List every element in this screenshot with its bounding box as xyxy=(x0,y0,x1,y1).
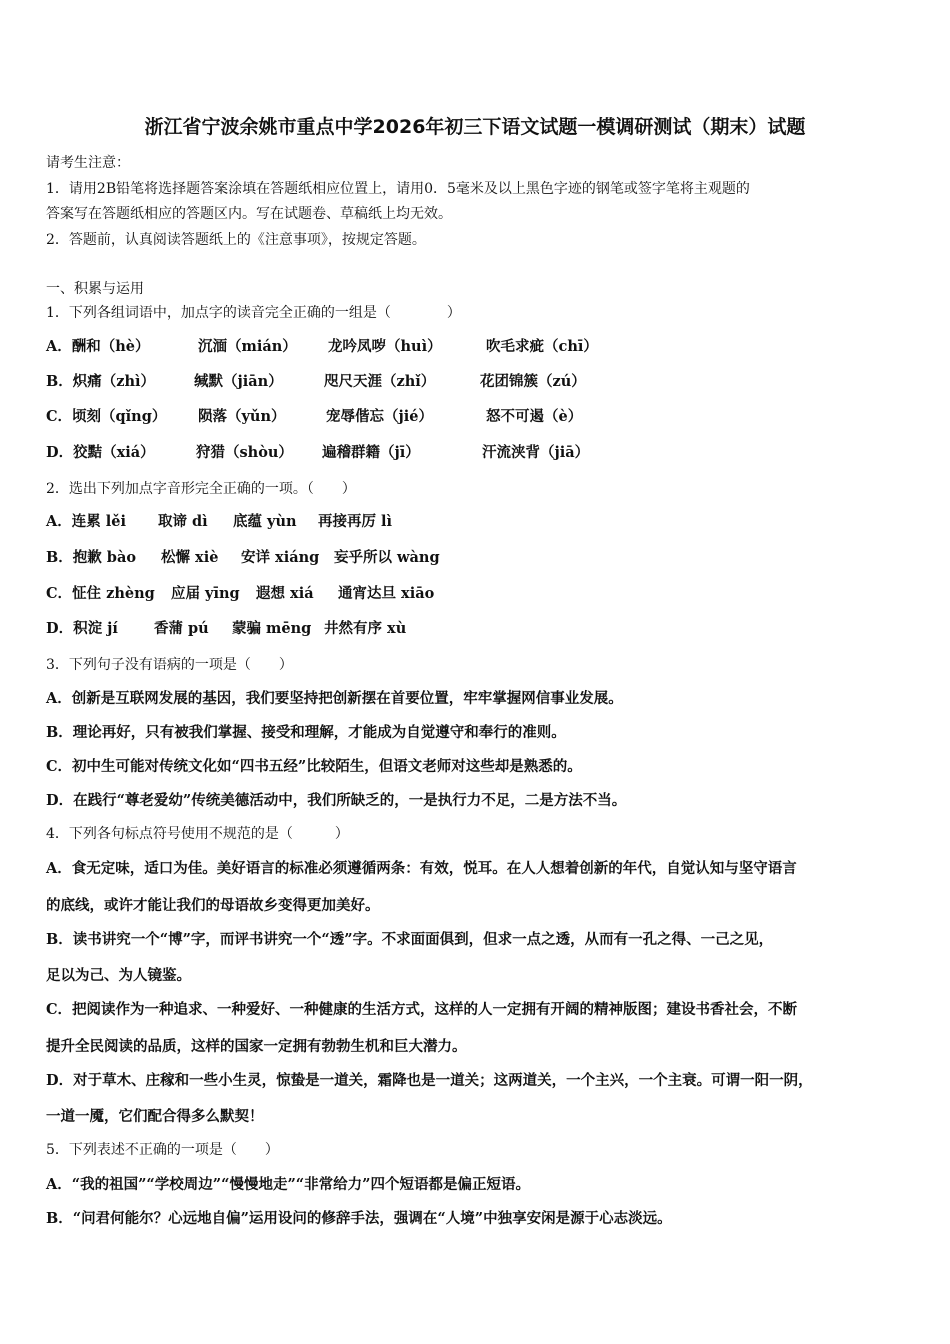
q3-option-a: A．创新是互联网发展的基因，我们要坚持把创新摆在首要位置，牢牢掌握网信事业发展。 xyxy=(46,690,623,707)
section-heading: 一、积累与运用 xyxy=(46,281,144,297)
q2-c-item: 通宵达旦 xiāo xyxy=(338,585,435,602)
q2-b-item: 安详 xiáng xyxy=(241,549,320,566)
q1-option-b xyxy=(46,370,586,391)
q1-option-a xyxy=(46,335,598,356)
q1-a-item: 龙吟凤哕（huì） xyxy=(328,338,442,355)
q1-b-item: 缄默（jiān） xyxy=(194,373,283,390)
q1-c-item: 陨落（yǔn） xyxy=(198,408,286,425)
q2-d-item: 香蒲 pú xyxy=(154,620,209,637)
q4-option-c-line-1: C．把阅读作为一种追求、一种爱好、一种健康的生活方式，这样的人一定拥有开阔的精神版图；建设书香社会，不断 xyxy=(46,1001,798,1018)
q1-c-item: 怒不可遏（è） xyxy=(486,408,583,425)
q2-a-item: 取谛 dì xyxy=(158,513,208,530)
q2-b-item: 妄乎所以 wàng xyxy=(334,549,440,566)
q2-a-item: 底蕴 yùn xyxy=(233,513,297,530)
q5-stem: 5．下列表述不正确的一项是（ ） xyxy=(46,1142,279,1158)
q4-option-d-line-1: D．对于草木、庄稼和一些小生灵，惊蛰是一道关，霜降也是一道关；这两道关，一个主兴，一个主衰。可谓一阳一阴， xyxy=(46,1072,813,1089)
q2-c-item: 应届 yīng xyxy=(171,585,240,602)
q1-c-item: 宠辱偕忘（jié） xyxy=(326,408,433,425)
q1-d-item: 遍稽群籍（jī） xyxy=(322,444,420,461)
q2-c-item: C．怔住 zhèng xyxy=(46,585,155,602)
q1-b-item: B．炽痛（zhì） xyxy=(46,373,156,390)
q2-a-item: A．连累 lěi xyxy=(46,513,127,530)
q3-option-d: D．在践行“尊老爱幼”传统美德活动中，我们所缺乏的，一是执行力不足，二是方法不当。 xyxy=(46,792,627,809)
q2-option-d xyxy=(46,617,406,638)
q3-stem: 3．下列句子没有语病的一项是（ ） xyxy=(46,657,293,673)
q1-option-d xyxy=(46,441,589,462)
q2-a-item: 再接再厉 lì xyxy=(318,513,393,530)
q4-option-b-line-2: 足以为己、为人镜鉴。 xyxy=(46,967,191,984)
notice-item-1-line-2: 答案写在答题纸相应的答题区内。写在试题卷、草稿纸上均无效。 xyxy=(46,206,452,222)
q4-option-d-line-2: 一道一魇，它们配合得多么默契！ xyxy=(46,1108,264,1125)
q4-option-b-line-1: B．读书讲究一个“博”字，而评书讲究一个“透”字。不求面面俱到，但求一点之透，从而有一孔之得、一己之见， xyxy=(46,931,774,948)
q2-option-a xyxy=(46,510,392,531)
q1-b-item: 花团锦簇（zú） xyxy=(480,373,586,390)
q1-c-item: C．顷刻（qǐng） xyxy=(46,408,167,425)
q2-stem: 2．选出下列加点字音形完全正确的一项。（ ） xyxy=(46,481,356,497)
q1-a-item: A．酬和（hè） xyxy=(46,338,150,355)
notice-item-1-line-1: 1．请用2B铅笔将选择题答案涂填在答题纸相应位置上，请用0．5毫米及以上黑色字迹的钢笔或签字笔将主观题的 xyxy=(46,181,750,197)
q2-d-item: 蒙骗 mēng xyxy=(232,620,312,637)
q2-d-item: 井然有序 xù xyxy=(324,620,407,637)
q2-b-item: B．抱歉 bào xyxy=(46,549,137,566)
q5-option-a: A．“我的祖国”“学校周边”“慢慢地走”“非常给力”四个短语都是偏正短语。 xyxy=(46,1176,530,1193)
q1-a-item: 吹毛求疵（chī） xyxy=(486,338,598,355)
q1-stem: 1．下列各组词语中，加点字的读音完全正确的一组是（ ） xyxy=(46,305,461,321)
notice-item-2: 2．答题前，认真阅读答题纸上的《注意事项》，按规定答题。 xyxy=(46,232,426,248)
q1-b-item: 咫尺天涯（zhǐ） xyxy=(324,373,436,390)
q2-d-item: D．积淀 jí xyxy=(46,620,118,637)
q1-d-item: 汗流浃背（jiā） xyxy=(482,444,590,461)
q3-option-b: B．理论再好，只有被我们掌握、接受和理解，才能成为自觉遵守和奉行的准则。 xyxy=(46,724,566,741)
page-title: 浙江省宁波余姚市重点中学2026年初三下语文试题一模调研测试（期末）试题 xyxy=(144,116,806,138)
q1-d-item: 狩猎（shòu） xyxy=(196,444,293,461)
q1-option-c xyxy=(46,405,582,426)
notice-heading: 请考生注意： xyxy=(46,155,130,171)
q2-c-item: 遐想 xiá xyxy=(256,585,314,602)
q3-option-c: C．初中生可能对传统文化如“四书五经”比较陌生，但语文老师对这些却是熟悉的。 xyxy=(46,758,582,775)
q4-option-a-line-2: 的底线，或许才能让我们的母语故乡变得更加美好。 xyxy=(46,897,380,914)
q4-option-a-line-1: A．食无定味，适口为佳。美好语言的标准必须遵循两条：有效，悦耳。在人人想着创新的年代，自觉认知与坚守语言 xyxy=(46,860,797,877)
q2-option-c xyxy=(46,582,434,603)
q2-b-item: 松懈 xiè xyxy=(161,549,219,566)
q2-option-b xyxy=(46,546,440,567)
q4-stem: 4．下列各句标点符号使用不规范的是（ ） xyxy=(46,826,349,842)
q1-d-item: D．狡黠（xiá） xyxy=(46,444,155,461)
q5-option-b: B．“问君何能尔？心远地自偏”运用设问的修辞手法，强调在“人境”中独享安闲是源于心志淡远。 xyxy=(46,1210,672,1227)
q4-option-c-line-2: 提升全民阅读的品质，这样的国家一定拥有勃勃生机和巨大潜力。 xyxy=(46,1038,467,1055)
q1-a-item: 沉湎（mián） xyxy=(198,338,297,355)
